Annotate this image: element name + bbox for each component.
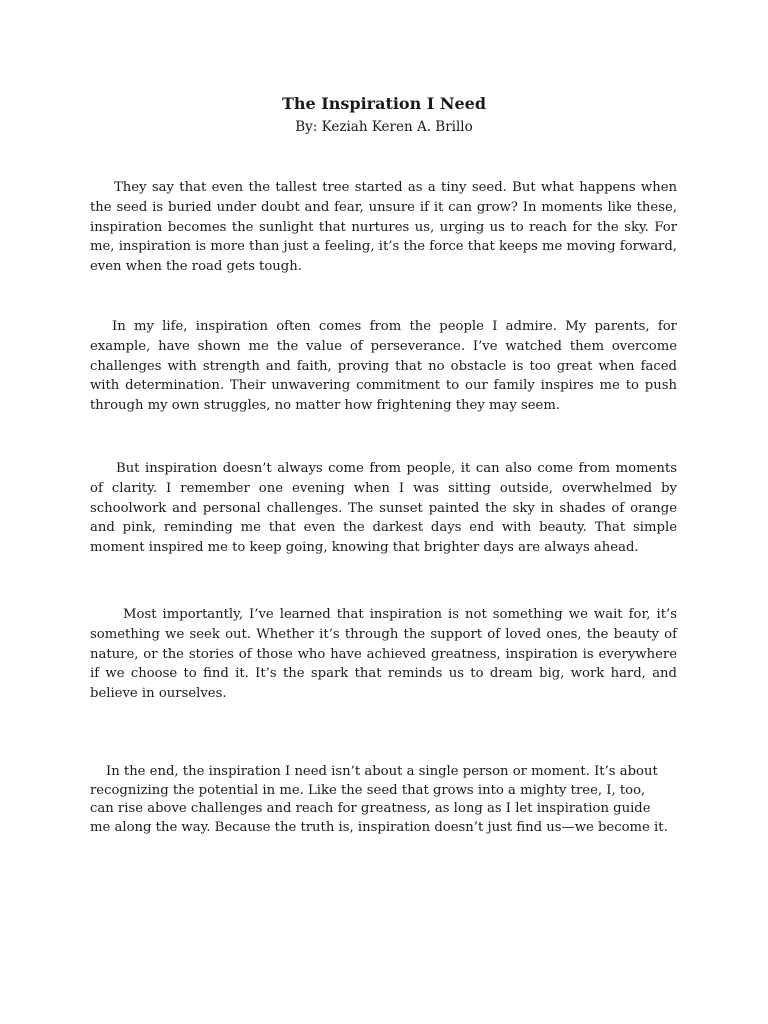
paragraph-4: Most importantly, I’ve learned that inspiration is not something we wait for, it’s something we seek out. Whether it’s through the support of loved ones, the beauty of nature, or the stories of those who have achieved greatness, inspiration is everywhere if we choose to find it. It’s the spark that reminds us to dream big, work hard, and believe in ourselves. <box>90 607 677 702</box>
document-byline: By: Keziah Keren A. Brillo <box>295 119 473 135</box>
paragraph-2: In my life, inspiration often comes from the people I admire. My parents, for example, have shown me the value of perseverance. I’ve watched them overcome challenges with strength and faith, proving that no obstacle is too great when faced with determination. Their unwavering commitment to our family inspires me to push through my own struggles, no matter how frightening they may seem. <box>90 319 677 414</box>
paragraph-3: But inspiration doesn’t always come from people, it can also come from moments of clarity. I remember one evening when I was sitting outside, overwhelmed by schoolwork and personal challenges. The sunset painted the sky in shades of orange and pink, reminding me that even the darkest days end with beauty. That simple moment inspired me to keep going, knowing that brighter days are always ahead. <box>90 461 677 556</box>
paragraph-5: In the end, the inspiration I need isn’t about a single person or moment. It’s about recognizing the potential in me. Like the seed that grows into a mighty tree, I, too, can rise above challenges and reach for greatness, as long as I let inspiration guide me along the way. Because the truth is, inspiration doesn’t just find us—we become it. <box>90 764 668 835</box>
document-title: The Inspiration I Need <box>281 94 487 113</box>
paragraph-1: They say that even the tallest tree started as a tiny seed. But what happens when the seed is buried under doubt and fear, unsure if it can grow? In moments like these, inspiration becomes the sunlight that nurtures us, urging us to reach for the sky. For me, inspiration is more than just a feeling, it’s the force that keeps me moving forward, even when the road gets tough. <box>90 180 677 275</box>
